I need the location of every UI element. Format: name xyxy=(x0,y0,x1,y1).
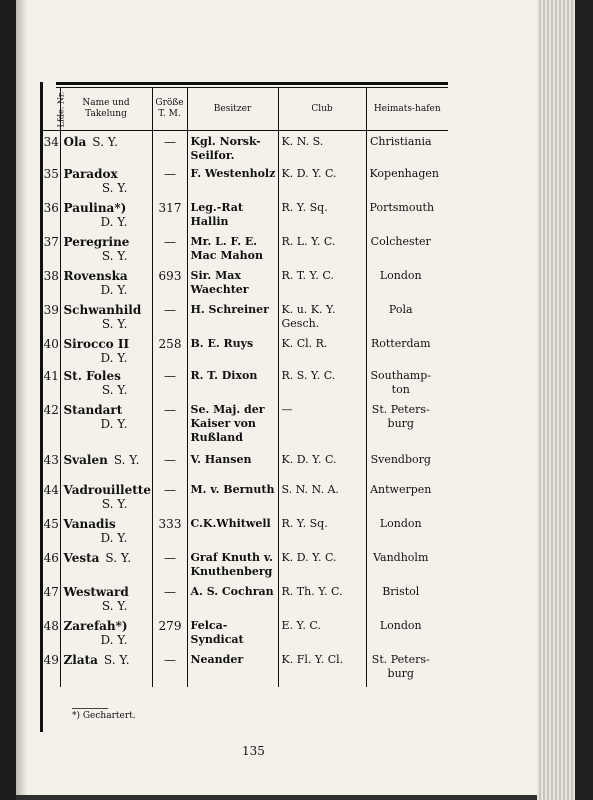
rig-type: S. Y. xyxy=(101,497,128,511)
owner: Graf Knuth v. Knuthenberg xyxy=(187,547,278,581)
club: R. Y. Sq. xyxy=(278,513,366,547)
yacht-name-cell xyxy=(60,197,152,231)
owner: Mr. L. F. E. Mac Mahon xyxy=(187,231,278,265)
yacht-name-cell xyxy=(60,479,152,513)
table-row xyxy=(43,131,448,164)
header-owner: Besitzer xyxy=(187,88,278,131)
rig-type: S. Y. xyxy=(101,383,128,397)
tonnage: — xyxy=(152,581,187,615)
home-port xyxy=(366,231,448,265)
home-port xyxy=(366,265,448,299)
yacht-name-cell xyxy=(60,333,152,365)
footnote: *) Gechartert. xyxy=(72,711,136,721)
entry-number: 41 xyxy=(43,365,60,399)
home-port-label: Pola xyxy=(388,303,413,316)
table-row xyxy=(43,163,448,197)
club: R. T. Y. C. xyxy=(278,265,366,299)
yacht-name: Vadrouillette xyxy=(63,483,151,497)
table-row xyxy=(43,399,448,449)
header-size: Größe T. M. xyxy=(152,88,187,131)
yacht-register-table xyxy=(43,88,448,687)
owner: F. Westenholz xyxy=(187,163,278,197)
rig-type: D. Y. xyxy=(100,351,128,365)
tonnage: 333 xyxy=(152,513,187,547)
entry-number: 39 xyxy=(43,299,60,333)
owner: A. S. Cochran xyxy=(187,581,278,615)
entry-number: 47 xyxy=(43,581,60,615)
home-port xyxy=(366,581,448,615)
binding-shadow xyxy=(0,0,16,800)
rig-type: D. Y. xyxy=(100,633,128,647)
header-home: Heimats-hafen xyxy=(366,88,448,131)
club: R. Th. Y. C. xyxy=(278,581,366,615)
home-port xyxy=(366,449,448,479)
rig-type: D. Y. xyxy=(100,417,128,431)
yacht-name: Rovenska xyxy=(63,269,128,283)
yacht-name: Zarefah*) xyxy=(63,619,128,633)
owner: V. Hansen xyxy=(187,449,278,479)
club: K. D. Y. C. xyxy=(278,163,366,197)
yacht-name: Westward xyxy=(63,585,129,599)
rig-type: S. Y. xyxy=(101,181,128,195)
yacht-name: Vanadis xyxy=(63,517,116,531)
rig-type: S. Y. xyxy=(101,599,128,613)
rig-type: S. Y. xyxy=(103,653,130,667)
entry-number: 46 xyxy=(43,547,60,581)
entry-number: 36 xyxy=(43,197,60,231)
yacht-name: Ola xyxy=(63,135,87,149)
tonnage: — xyxy=(152,547,187,581)
yacht-name: Svalen xyxy=(63,453,108,467)
club: K. Cl. R. xyxy=(278,333,366,365)
entry-number: 37 xyxy=(43,231,60,265)
home-port xyxy=(366,513,448,547)
entry-number: 42 xyxy=(43,399,60,449)
entry-number: 49 xyxy=(43,649,60,687)
owner: Felca-Syndicat xyxy=(187,615,278,649)
tonnage: — xyxy=(152,231,187,265)
tonnage: — xyxy=(152,449,187,479)
yacht-name-cell xyxy=(60,513,152,547)
entry-number: 40 xyxy=(43,333,60,365)
edge-shadow xyxy=(575,0,593,800)
tonnage: — xyxy=(152,479,187,513)
yacht-name: Paradox xyxy=(63,167,118,181)
owner: Sir. Max Waechter xyxy=(187,265,278,299)
table-row xyxy=(43,615,448,649)
owner: C.K.Whitwell xyxy=(187,513,278,547)
home-port-label: London xyxy=(379,517,422,530)
yacht-name-cell xyxy=(60,615,152,649)
tonnage: 279 xyxy=(152,615,187,649)
yacht-name-cell xyxy=(60,231,152,265)
club: K. u. K. Y. Gesch. xyxy=(278,299,366,333)
entry-number: 43 xyxy=(43,449,60,479)
rig-type: S. Y. xyxy=(92,135,118,149)
club: K. D. Y. C. xyxy=(278,547,366,581)
entry-number: 34 xyxy=(43,131,60,164)
owner: B. E. Ruys xyxy=(187,333,278,365)
yacht-name-cell xyxy=(60,649,152,687)
tonnage: — xyxy=(152,649,187,687)
club: R. L. Y. C. xyxy=(278,231,366,265)
home-port xyxy=(366,299,448,333)
yacht-name: Peregrine xyxy=(63,235,130,249)
yacht-name-cell xyxy=(60,547,152,581)
footnote-rule xyxy=(72,708,108,709)
tonnage: — xyxy=(152,399,187,449)
club: — xyxy=(278,399,366,449)
home-port-label: Svendborg xyxy=(370,453,431,466)
home-port-label: St. Peters-burg xyxy=(371,403,430,430)
yacht-name-cell xyxy=(60,163,152,197)
tonnage: 258 xyxy=(152,333,187,365)
table-row xyxy=(43,231,448,265)
rig-type: D. Y. xyxy=(100,215,128,229)
header-name: Name und Takelung xyxy=(60,88,152,131)
rig-type: D. Y. xyxy=(100,283,128,297)
rig-type: S. Y. xyxy=(105,551,132,565)
home-port-label: Kopenhagen xyxy=(369,167,439,180)
home-port xyxy=(366,547,448,581)
entry-number: 38 xyxy=(43,265,60,299)
yacht-name-cell xyxy=(60,299,152,333)
home-port-label: Antwerpen xyxy=(370,483,432,496)
table-row xyxy=(43,449,448,479)
home-port-label: Bristol xyxy=(382,585,420,598)
yacht-name: Vesta xyxy=(63,551,100,565)
yacht-name-cell xyxy=(60,131,152,164)
owner: R. T. Dixon xyxy=(187,365,278,399)
rig-type: D. Y. xyxy=(100,531,128,545)
tonnage: — xyxy=(152,299,187,333)
home-port xyxy=(366,649,448,687)
yacht-name: Schwanhild xyxy=(63,303,142,317)
rig-type: S. Y. xyxy=(101,317,128,331)
header-club: Club xyxy=(278,88,366,131)
home-port-label: St. Peters-burg xyxy=(371,653,430,680)
tonnage: 317 xyxy=(152,197,187,231)
club: S. N. N. A. xyxy=(278,479,366,513)
yacht-name: Zlata xyxy=(63,653,98,667)
header-nr: Lfde. Nr. xyxy=(43,88,60,131)
club: K. D. Y. C. xyxy=(278,449,366,479)
owner: Kgl. Norsk-Seilfor. xyxy=(187,131,278,164)
table-row xyxy=(43,333,448,365)
yacht-name-cell xyxy=(60,399,152,449)
entry-number: 44 xyxy=(43,479,60,513)
home-port xyxy=(366,399,448,449)
yacht-name-cell xyxy=(60,449,152,479)
yacht-name-cell xyxy=(60,365,152,399)
table-top-rule xyxy=(56,82,448,85)
table-row xyxy=(43,299,448,333)
yacht-name: Sirocco II xyxy=(63,337,130,351)
tonnage: — xyxy=(152,163,187,197)
home-port xyxy=(366,479,448,513)
club: R. Y. Sq. xyxy=(278,197,366,231)
yacht-name-cell xyxy=(60,581,152,615)
table-row xyxy=(43,581,448,615)
club: E. Y. C. xyxy=(278,615,366,649)
entry-number: 48 xyxy=(43,615,60,649)
rig-type: S. Y. xyxy=(101,249,128,263)
tonnage: 693 xyxy=(152,265,187,299)
entry-number: 45 xyxy=(43,513,60,547)
home-port-label: London xyxy=(379,619,422,632)
home-port-label: Rotterdam xyxy=(370,337,431,350)
home-port-label: Christiania xyxy=(369,135,432,148)
yacht-name-cell xyxy=(60,265,152,299)
yacht-name: Paulina*) xyxy=(63,201,127,215)
home-port xyxy=(366,333,448,365)
home-port-label: Colchester xyxy=(370,235,431,248)
table-row xyxy=(43,197,448,231)
owner: Se. Maj. der Kaiser von Rußland xyxy=(187,399,278,449)
rig-type: S. Y. xyxy=(113,453,140,467)
owner: H. Schreiner xyxy=(187,299,278,333)
table-row xyxy=(43,547,448,581)
home-port-label: Southamp-ton xyxy=(370,369,431,396)
owner: Neander xyxy=(187,649,278,687)
home-port-label: London xyxy=(379,269,422,282)
club: K. N. S. xyxy=(278,131,366,164)
home-port xyxy=(366,131,448,164)
club: K. Fl. Y. Cl. xyxy=(278,649,366,687)
table-row xyxy=(43,265,448,299)
tonnage: — xyxy=(152,365,187,399)
table-row xyxy=(43,365,448,399)
home-port xyxy=(366,615,448,649)
yacht-name: Standart xyxy=(63,403,123,417)
tonnage: — xyxy=(152,131,187,164)
entry-number: 35 xyxy=(43,163,60,197)
home-port xyxy=(366,163,448,197)
owner: M. v. Bernuth xyxy=(187,479,278,513)
table-row xyxy=(43,513,448,547)
gutter-shade xyxy=(16,0,28,795)
page-number: 135 xyxy=(242,744,265,758)
owner: Leg.-Rat Hallin xyxy=(187,197,278,231)
home-port-label: Vandholm xyxy=(373,551,429,564)
club: R. S. Y. C. xyxy=(278,365,366,399)
home-port-label: Portsmouth xyxy=(369,201,435,214)
yacht-name: St. Foles xyxy=(63,369,121,383)
table-row xyxy=(43,649,448,687)
header-row xyxy=(43,88,448,131)
home-port xyxy=(366,365,448,399)
table-row xyxy=(43,479,448,513)
home-port xyxy=(366,197,448,231)
